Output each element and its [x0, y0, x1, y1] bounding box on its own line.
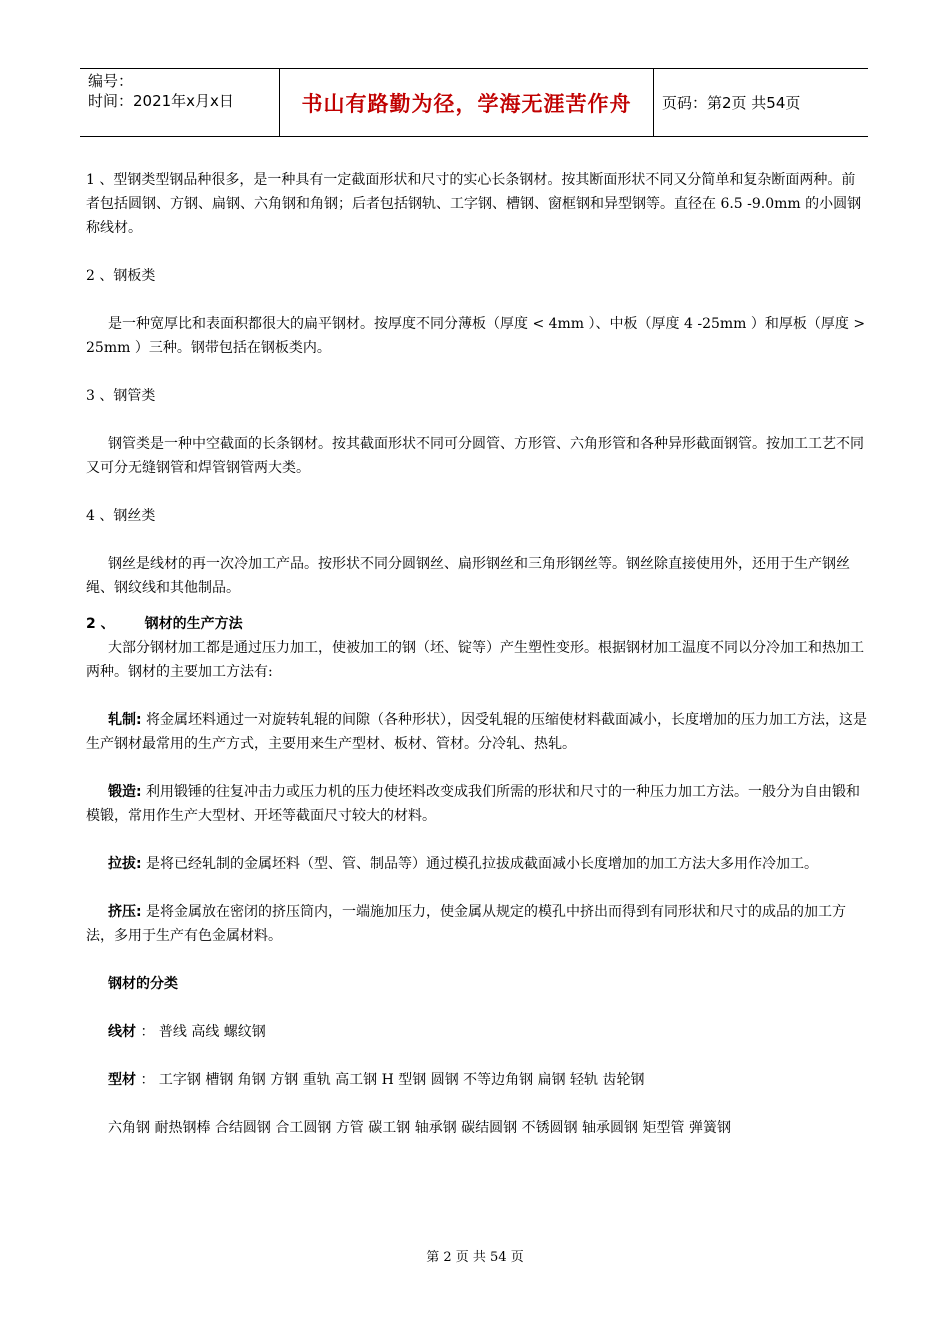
extrusion-label: 挤压:: [108, 904, 142, 920]
heading-steel-pipe: 3 、钢管类: [86, 388, 156, 404]
drawing-label: 拉拔:: [108, 856, 142, 872]
paragraph-section-list: 六角钢 耐热钢棒 合结圆钢 合工圆钢 方管 碳工钢 轴承钢 碳结圆钢 不锈圆钢 轴承圆钢 矩型管 弹簧钢: [108, 1120, 731, 1136]
paragraph-extrusion: [86, 900, 868, 948]
drawing-text: 是将已经轧制的金属坯料（型、管、制品等）通过模孔拉拔成截面减小长度增加的加工方法大多用作冷加工。: [141, 856, 819, 872]
section-heading-production: [86, 612, 868, 636]
paragraph-rolling: [86, 708, 868, 756]
paragraph-steel-plate: 是一种宽厚比和表面积都很大的扁平钢材。按厚度不同分薄板（厚度 < 4mm ）、中板（厚度 4 -25mm ）和厚板（厚度 > 25mm ）三种。钢带包括在钢板类内。: [86, 316, 866, 356]
paragraph-drawing: [86, 852, 868, 876]
rolling-label: 轧制:: [108, 712, 142, 728]
forging-label: 锻造:: [108, 784, 142, 800]
heading-steel-plate: 2 、钢板类: [86, 268, 156, 284]
paragraph-production-intro: 大部分钢材加工都是通过压力加工，使被加工的钢（坯、锭等）产生塑性变形。根据钢材加工温度不同以分冷加工和热加工两种。钢材的主要加工方法有:: [86, 640, 864, 680]
paragraph-sections: [86, 1068, 868, 1092]
paragraph-wire-rod: [86, 1020, 868, 1044]
header-page-label: 页码：第2页 共54页: [662, 94, 801, 112]
rolling-text: 将金属坯料通过一对旋转轧辊的间隙（各种形状），因受轧辊的压缩使材料截面减小，长度增加的压力加工方法，这是生产钢材最常用的生产方式，主要用来生产型材、板材、管材。分冷轧、热轧。: [86, 712, 868, 752]
paragraph-section-steel: 1 、型钢类型钢品种很多，是一种具有一定截面形状和尺寸的实心长条钢材。按其断面形状不同又分简单和复杂断面两种。前者包括圆钢、方钢、扁钢、六角钢和角钢；后者包括钢轨、工字钢、槽钢、窗框钢和异型钢等。直径在 6.5 -9.0mm 的小圆钢称线材。: [86, 172, 862, 236]
doc-time-label: 时间：2021年x月x日: [88, 92, 234, 110]
header-motto: 书山有路勤为径，学海无涯苦作舟: [280, 69, 654, 136]
paragraph-steel-wire: 钢丝是线材的再一次冷加工产品。按形状不同分圆钢丝、扁形钢丝和三角形钢丝等。钢丝除直接使用外，还用于生产钢丝绳、钢纹线和其他制品。: [86, 556, 850, 596]
section-number: 2 、: [86, 616, 115, 632]
forging-text: 利用锻锤的往复冲击力或压力机的压力使坯料改变成我们所需的形状和尺寸的一种压力加工方法。一般分为自由锻和模锻，常用作生产大型材、开坯等截面尺寸较大的材料。: [86, 784, 861, 824]
heading-steel-wire: 4 、钢丝类: [86, 508, 156, 524]
sections-text: ： 工字钢 槽钢 角钢 方钢 重轨 高工钢 H 型钢 圆钢 不等边角钢 扁钢 轻轨 齿轮钢: [136, 1072, 645, 1088]
header-meta: [80, 69, 280, 136]
wire-rod-label: 线材: [108, 1024, 136, 1040]
sections-label: 型材: [108, 1072, 136, 1088]
paragraph-steel-pipe: 钢管类是一种中空截面的长条钢材。按其截面形状不同可分圆管、方形管、六角形管和各种异形截面钢管。按加工工艺不同又可分无缝钢管和焊管钢管两大类。: [86, 436, 864, 476]
heading-classification: 钢材的分类: [108, 976, 178, 992]
wire-rod-text: ： 普线 高线 螺纹钢: [136, 1024, 266, 1040]
document-body: [86, 168, 868, 1140]
doc-number-label: 编号：: [88, 72, 134, 90]
section-title: 钢材的生产方法: [144, 616, 243, 632]
page-header: [80, 68, 868, 137]
extrusion-text: 是将金属放在密闭的挤压筒内，一端施加压力，使金属从规定的模孔中挤出而得到有同形状和尺寸的成品的加工方法，多用于生产有色金属材料。: [86, 904, 847, 944]
paragraph-forging: [86, 780, 868, 828]
page-footer: 第 2 页 共 54 页: [426, 1250, 524, 1265]
